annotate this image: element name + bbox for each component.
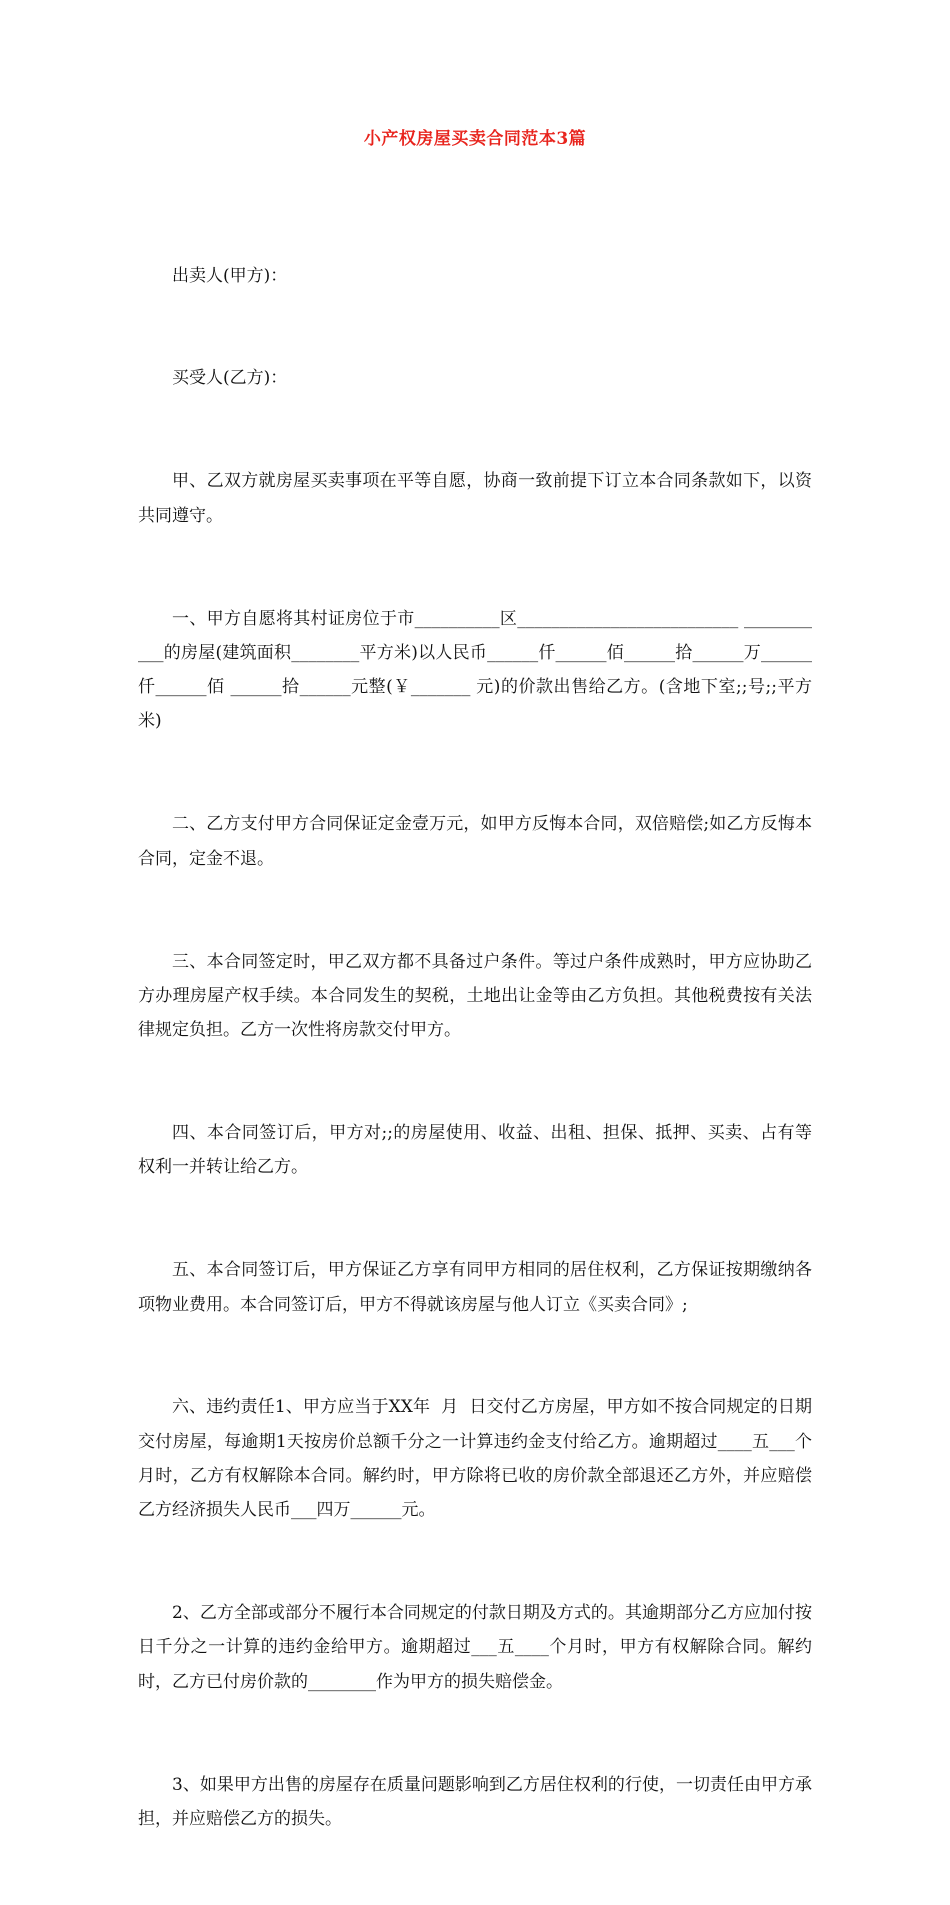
paragraph-clause-6-3: 3、如果甲方出售的房屋存在质量问题影响到乙方居住权利的行使，一切责任由甲方承担，并应赔偿乙方的损失。 <box>138 1774 812 1829</box>
paragraph-preamble: 甲、乙双方就房屋买卖事项在平等自愿，协商一致前提下订立本合同条款如下，以资共同遵守。 <box>138 471 812 526</box>
document-body <box>138 190 812 1905</box>
paragraph-clause-1: 一、甲方自愿将其村证房位于市__________区__________________________ ___________的房屋(建筑面积________平方米)以人民币______仟______佰______拾______万______仟______佰 ______拾______元整(￥_______ 元)的价款出售给乙方。(含地下室;;号;;平方米) <box>138 608 812 732</box>
document-title: 小产权房屋买卖合同范本3篇 <box>363 129 587 149</box>
paragraph-clause-6-2: 2、乙方全部或部分不履行本合同规定的付款日期及方式的。其逾期部分乙方应加付按日千分之一计算的违约金给甲方。逾期超过___五____个月时，甲方有权解除合同。解约时，乙方已付房价款的________作为甲方的损失赔偿金。 <box>138 1603 812 1692</box>
paragraph-buyer: 买受人(乙方)： <box>172 368 288 389</box>
paragraph-clause-5: 五、本合同签订后，甲方保证乙方享有同甲方相同的居住权利，乙方保证按期缴纳各项物业费用。本合同签订后，甲方不得就该房屋与他人订立《买卖合同》; <box>138 1260 812 1315</box>
paragraph-clause-4: 四、本合同签订后，甲方对;;的房屋使用、收益、出租、担保、抵押、买卖、占有等权利一并转让给乙方。 <box>138 1123 812 1178</box>
paragraph-seller: 出卖人(甲方)： <box>172 265 288 286</box>
paragraph-clause-2: 二、乙方支付甲方合同保证定金壹万元，如甲方反悔本合同，双倍赔偿;如乙方反悔本合同，定金不退。 <box>138 814 812 869</box>
paragraph-clause-3: 三、本合同签定时，甲乙双方都不具备过户条件。等过户条件成熟时，甲方应协助乙方办理房屋产权手续。本合同发生的契税，土地出让金等由乙方负担。其他税费按有关法律规定负担。乙方一次性将房款交付甲方。 <box>138 951 812 1041</box>
paragraph-clause-6: 六、违约责任1、甲方应当于XX年 月 日交付乙方房屋，甲方如不按合同规定的日期交付房屋，每逾期1天按房价总额千分之一计算违约金支付给乙方。逾期超过____五___个月时，乙方有权解除本合同。解约时，甲方除将已收的房价款全部退还乙方外，并应赔偿乙方经济损失人民币___四万______元。 <box>138 1397 812 1521</box>
